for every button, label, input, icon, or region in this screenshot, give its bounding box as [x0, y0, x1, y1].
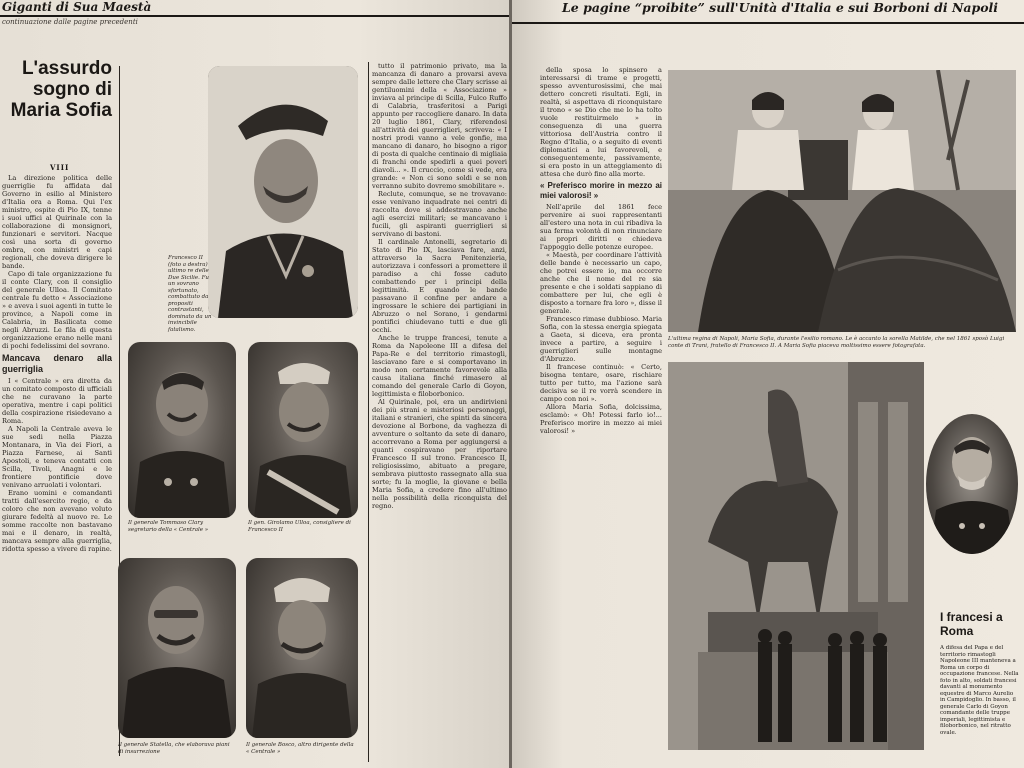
- paragraph: A Napoli la Centrale aveva le sue sedi nella Piazza Montanara, in Via dei Fiori, a Piazza Farnese, ai Santi Apostoli, e teneva contatti con Scilla, Tivoli, Anagni e le frontiere pontificie dove venivano arruolati i volontari.: [2, 425, 112, 489]
- caption-statella: Il generale Statella, che elaborava piani di insurrezione: [118, 742, 230, 755]
- oval-portrait-goyon: [926, 414, 1018, 554]
- paragraph: Al Quirinale, poi, era un andirivieni dei più strani e misteriosi personaggi, italiani e stranieri, che spinti da sincera devozione al Borbone, da vaghezza di avventure o soltanto da sete di danaro, accorrevano a Roma per aggiungersi a quanti cospiravano per riportare Francesco II sul trono. Francesco II, religiosissimo, abituato a pregare, sembrava piuttosto rassegnato alla sua sorte; fu la moglie, la giovane e bella Maria Sofia, a credere fino all'ultimo nella possibilità della riconquista del regno.: [372, 398, 507, 510]
- continuation-note: continuazione dalle pagine precedenti: [2, 18, 138, 26]
- middle-column-text: [372, 62, 507, 764]
- portrait-ulloa: [248, 342, 358, 518]
- paragraph: Il cardinale Antonelli, segretario di Stato di Pio IX, lasciava fare, anzi, attraverso la Sacra Penitenzieria, autorizzava i confessori a promettere il paradiso a chi fosse caduto combattendo per i principi della legittimità. E quando le bande passavano il confine per andare a ingrossare le schiere dei partigiani in Abruzzo o nel Sorano, i gendarmi pontifici chiudevano tutti e due gli occhi.: [372, 238, 507, 334]
- side-text: A difesa del Papa e del territorio rimastogli Napoleone III manteneva a Roma un corpo di occupazione francese. Nella foto in alto, soldati francesi davanti al monumento equestre di Marco Aurelio in Campidoglio. In basso, il generale Carlo di Goyon comandante delle truppe imperiali, legittimista e filoborbonico, nel ritratto ovale.: [940, 645, 1019, 736]
- paragraph: Erano uomini e comandanti tratti dall'esercito regio, e da coloro che non avevano voluto giurare fedeltà al nuovo re. Le somme raccolte non bastavano mai e il denaro, in realtà, mancava sempre alla guerriglia, ridotta spesso a vivere di rapine.: [2, 489, 112, 553]
- running-head-left: Giganti di Sua Maestà: [2, 0, 152, 14]
- paragraph: Reclute, comunque, se ne trovavano: esse venivano inquadrate nei centri di raccolta dove si addestravano anche agli esercizi militari; se mancavano i fucili, gli aspiranti guerriglieri si servivano di bastoni.: [372, 190, 507, 238]
- photo-caption-maria-sofia: L'ultima regina di Napoli, Maria Sofia, durante l'esilio romano. Le è accanto la sorella Matilde, che nel 1861 sposò Luigi conte di Trani, fratello di Francesco II. A Maria Sofia piaceva moltissimo essere fotografata.: [668, 336, 1005, 349]
- photo-maria-sofia-and-matilde: [668, 70, 1016, 332]
- section-subhead: « Preferisco morire in mezzo ai miei valorosi! »: [540, 181, 662, 200]
- right-page: [512, 0, 1024, 768]
- paragraph: Francesco rimase dubbioso. Maria Sofia, con la stessa energia spiegata a Gaeta, si diceva, era pronta invece a partire, a seguire i guerriglieri sulle montagne d'Abruzzo.: [540, 315, 662, 363]
- caption-ulloa: Il gen. Girolamo Ulloa, consigliere di Francesco II: [248, 520, 351, 533]
- paragraph: Il francese continuò: « Certo, bisogna tentare, osare, rischiare tutto per tutto, ma l'azione sarà decisiva se il re vorrà scendere in campo con noi ».: [540, 363, 662, 403]
- chapter-number: VIII: [50, 163, 70, 172]
- paragraph: della sposa lo spinsero a interessarsi di trame e progetti, spesso avventurosissimi, che mai dettero concreti risultati. Egli, in realtà, si aspettava di riconquistare il trono « se Dio che me lo ha tolto vuole restituirmelo » in conseguenza di una guerra vittoriosa dell'Austria contro il Regno d'Italia, o a seguito di eventi diplomatici a lui favorevoli, e conseguentemente, passivamente, si era posto in un atteggiamento di attesa che durò fino alla morte.: [540, 66, 662, 178]
- left-page: [0, 0, 509, 768]
- paragraph: Allora Maria Sofia, dolcissima, esclamò: « Oh! Potessi farlo io!... Preferisco morire in mezzo ai miei valorosi! »: [540, 403, 662, 435]
- paragraph: « Maestà, per coordinare l'attività delle bande è necessario un capo, che potrei essere io, ma occorre anche che il nome del re sia presente e che i soldati sappiano di combattere per lui, che egli è disposto a tornare fra loro », disse il generale.: [540, 251, 662, 315]
- left-column-text: [2, 174, 112, 764]
- photo-french-soldiers-rome: [668, 362, 924, 750]
- side-title: I francesi a Roma: [940, 610, 1003, 638]
- portrait-bosco: [246, 558, 358, 738]
- portrait-statella: [118, 558, 236, 738]
- paragraph: Nell'aprile del 1861 fece pervenire ai suoi rappresentanti all'estero una nota in cui ribadiva la sua ferma volontà di non rinunciare ai propri diritti e chiedeva l'appoggio delle potenze europee.: [540, 203, 662, 251]
- portrait-clary: [128, 342, 236, 518]
- paragraph: La direzione politica delle guerriglie fu affidata dal Governo in esilio al Ministero d'Italia ora a Roma. Qui l'ex ministro, ospite di Pio IX, tenne i suoi uffici al Quirinale con la collaborazione di monsignori, funzionari e servitori. Nacque così una sorta di governo ombra, con ministri e capi regionali, che doveva dirigere le bande.: [2, 174, 112, 270]
- head-rule-right: [512, 22, 1024, 24]
- paragraph: tutto il patrimonio privato, ma la mancanza di danaro a provarsi aveva sempre dalle lettere che Clary scrisse ai gentiluomini della « Associazione » inviava al principe di Scilla, Fulco Ruffo di Calabria, trasferitosi a Parigi appunto per raccogliere danaro. In data 20 luglio 1861, Clary, riferendosi all'attività dei guerriglieri, scriveva: « I nostri prodi vanno a vele gonfie, ma mancano di danaro, ho bisogno a rigor di posta di qualche centinaio di migliaia di franchi onde spedirli a quei poveri diavoli... ». Il cruccio, come si vede, era grande: « Non ci sono soldi e se non verranno subito dovremo smobilitare ».: [372, 62, 507, 190]
- caption-francesco: Francesco II (foto a destra) ultimo re delle Due Sicilie. Fu un sovrano sfortunato, combattuto da propositi contrastanti, dominato da un invincibile fatalismo.: [168, 255, 212, 333]
- caption-clary: Il generale Tommaso Clary segretario della « Centrale »: [128, 520, 209, 533]
- head-rule-left: [0, 15, 509, 17]
- article-title: L'assurdo sogno di Maria Sofia: [10, 58, 112, 121]
- paragraph: Capo di tale organizzazione fu il conte Clary, con il consiglio del generale Ulloa. Il Comitato centrale fu detto « Associazione » e aveva i suoi agenti in tutte le province, a Napoli come in Calabria, in Basilicata come negli Abruzzi. Le fila di questa organizzazione erano nelle mani di pochi fedelissimi del sovrano.: [2, 270, 112, 350]
- caption-bosco: Il generale Bosco, altro dirigente della « Centrale »: [246, 742, 354, 755]
- section-subhead: Mancava denaro alla guerriglia: [2, 353, 112, 374]
- portrait-francesco-ii: [208, 66, 358, 318]
- right-column-text: [540, 66, 662, 764]
- running-head-right: Le pagine “proibite” sull'Unità d'Italia e sui Borboni di Napoli: [562, 0, 999, 15]
- paragraph: I « Centrale » era diretta da un comitato composto di ufficiali che ne curavano la parte operativa, mentre i capi politici della cospirazione risiedevano a Roma.: [2, 377, 112, 425]
- paragraph: Anche le truppe francesi, tenute a Roma da Napoleone III a difesa del Papa-Re e del territorio rimastogli, lasciavano fare e si comportavano in modo non certamente favorevole alla causa italiana finché rimasero al comando del generale Carlo di Goyon, legittimista e filoborbonico.: [372, 334, 507, 398]
- column-rule-2: [368, 62, 369, 762]
